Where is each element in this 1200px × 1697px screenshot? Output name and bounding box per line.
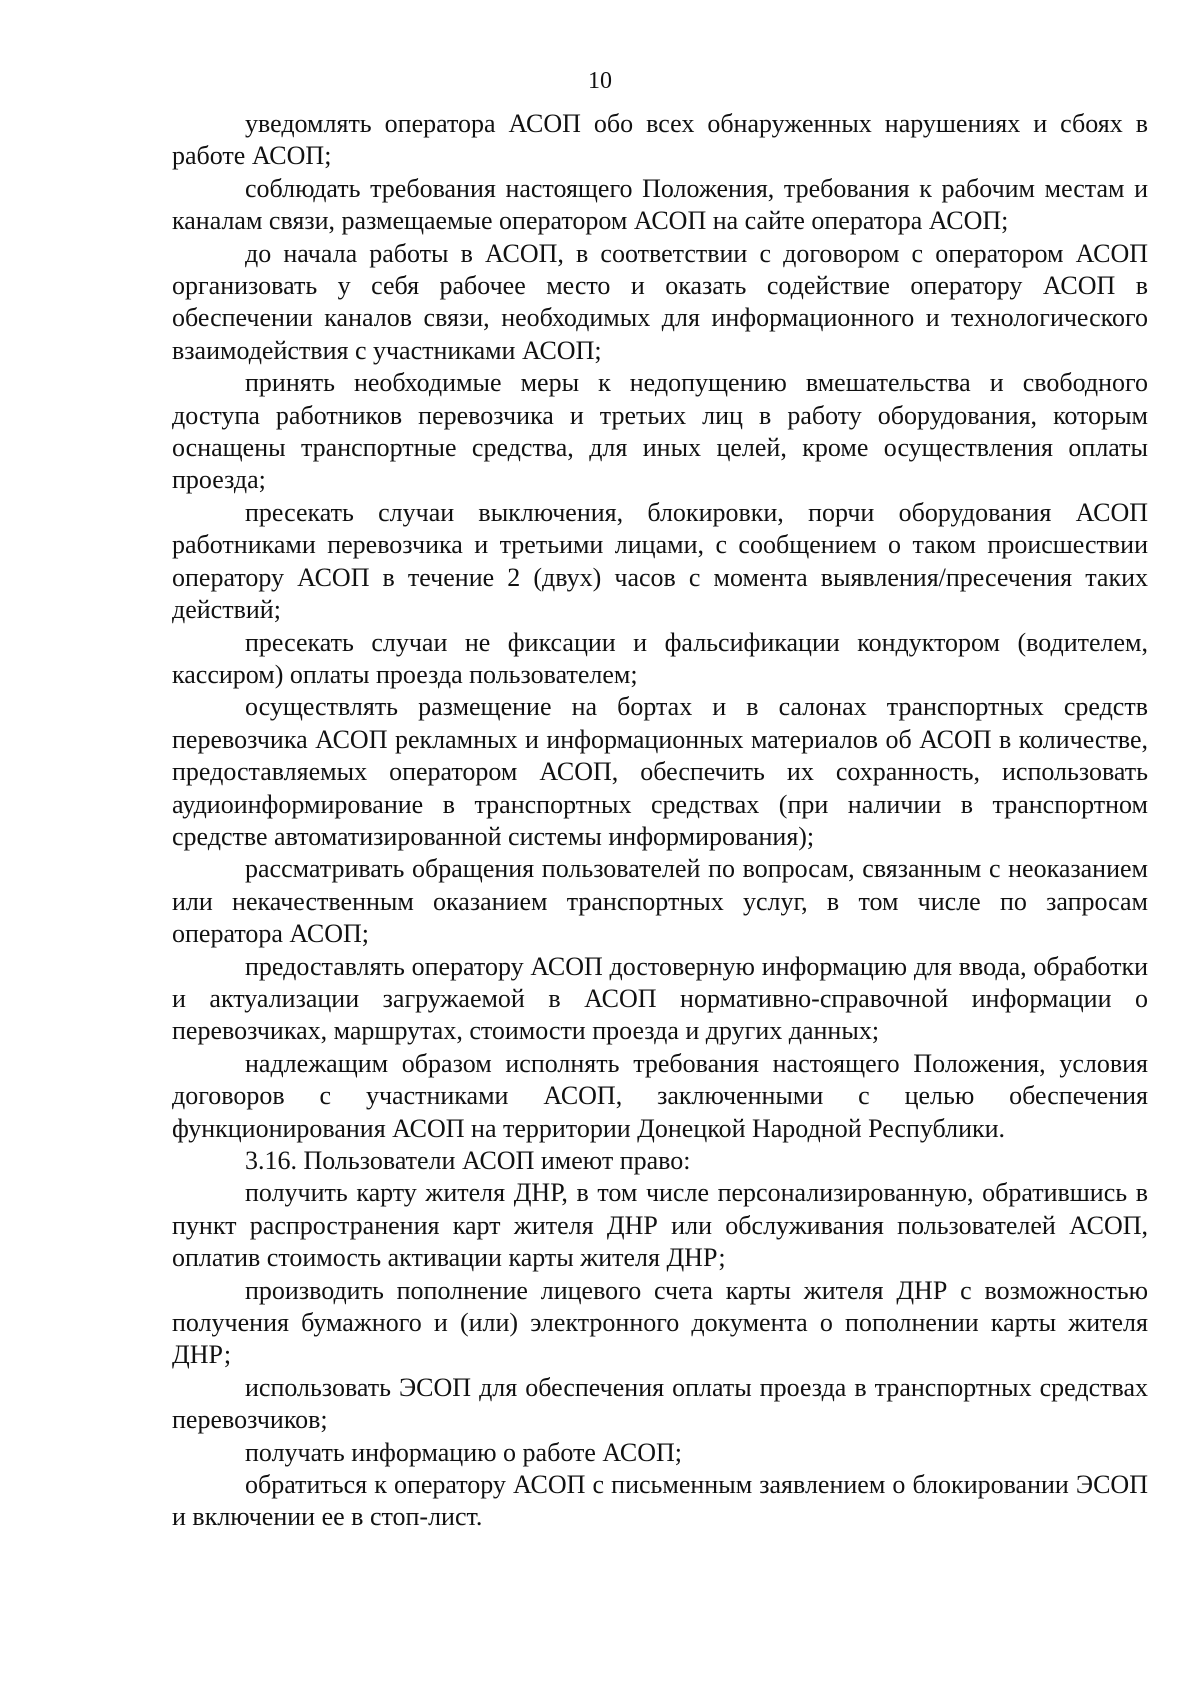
section-3-16-heading: 3.16. Пользователи АСОП имеют право: <box>245 1146 691 1175</box>
paragraph-get-information: получать информацию о работе АСОП; <box>245 1437 682 1467</box>
paragraph-fulfill-requirements: надлежащим образом исполнять требования настоящего Положения, условия договоров с участниками АСОП, заключенными с целью обеспечения функционирования АСОП на территории Донецкой Народной Республики. <box>172 1048 1148 1143</box>
paragraph-prevent-interference: принять необходимые меры к недопущению вмешательства и свободного доступа работников перевозчика и третьих лиц в работу оборудования, которым оснащены транспортные средства, для иных целей, кроме осуществления оплаты проезда; <box>172 368 1148 495</box>
paragraph-notify-operator: уведомлять оператора АСОП обо всех обнаруженных нарушениях и сбоях в работе АСОП; <box>172 109 1148 171</box>
paragraph-place-materials: осуществлять размещение на бортах и в салонах транспортных средств перевозчика АСОП рекламных и информационных материалов об АСОП в количестве, предоставляемых оператором АСОП, обеспечить их сохранность, использовать аудиоинформирование в транспортных средствах (при наличии в транспортном средстве автоматизированной системы информирования); <box>172 692 1148 851</box>
paragraph-comply-requirements: соблюдать требования настоящего Положения, требования к рабочим местам и каналам связи, размещаемые оператором АСОП на сайте оператора АСОП; <box>172 173 1148 236</box>
paragraph-stop-fare-falsification: пресекать случаи не фиксации и фальсификации кондуктором (водителем, кассиром) оплаты проезда пользователем; <box>172 627 1148 689</box>
paragraph-provide-information: предоставлять оператору АСОП достоверную информацию для ввода, обработки и актуализации загружаемой в АСОП нормативно-справочной информации о перевозчиках, маршрутах, стоимости проезда и других данных; <box>172 951 1148 1046</box>
document-body <box>172 108 1148 1534</box>
page-number: 10 <box>588 68 612 94</box>
paragraph-use-esop: использовать ЭСОП для обеспечения оплаты проезда в транспортных средствах перевозчиков; <box>172 1372 1148 1435</box>
paragraph-top-up-account: производить пополнение лицевого счета карты жителя ДНР с возможностью получения бумажного и (или) электронного документа о пополнении карты жителя ДНР; <box>172 1275 1148 1370</box>
paragraph-stop-equipment-damage: пресекать случаи выключения, блокировки, порчи оборудования АСОП работниками перевозчика и третьими лицами, с сообщением о таком происшествии оператору АСОП в течение 2 (двух) часов с момента выявления/пресечения таких действий; <box>172 497 1148 625</box>
paragraph-request-blocking: обратиться к оператору АСОП с письменным заявлением о блокировании ЭСОП и включении ее в стоп-лист. <box>172 1470 1148 1532</box>
paragraph-review-appeals: рассматривать обращения пользователей по вопросам, связанным с неоказанием или некачественным оказанием транспортных услуг, в том числе по запросам оператора АСОП; <box>172 854 1148 949</box>
paragraph-organize-workplace: до начала работы в АСОП, в соответствии с договором с оператором АСОП организовать у себя рабочее место и оказать содействие оператору АСОП в обеспечении каналов связи, необходимых для информационного и технологического взаимодействия с участниками АСОП; <box>172 238 1148 365</box>
paragraph-get-resident-card: получить карту жителя ДНР, в том числе персонализированную, обратившись в пункт распространения карт жителя ДНР или обслуживания пользователей АСОП, оплатив стоимость активации карты жителя ДНР; <box>172 1178 1148 1273</box>
